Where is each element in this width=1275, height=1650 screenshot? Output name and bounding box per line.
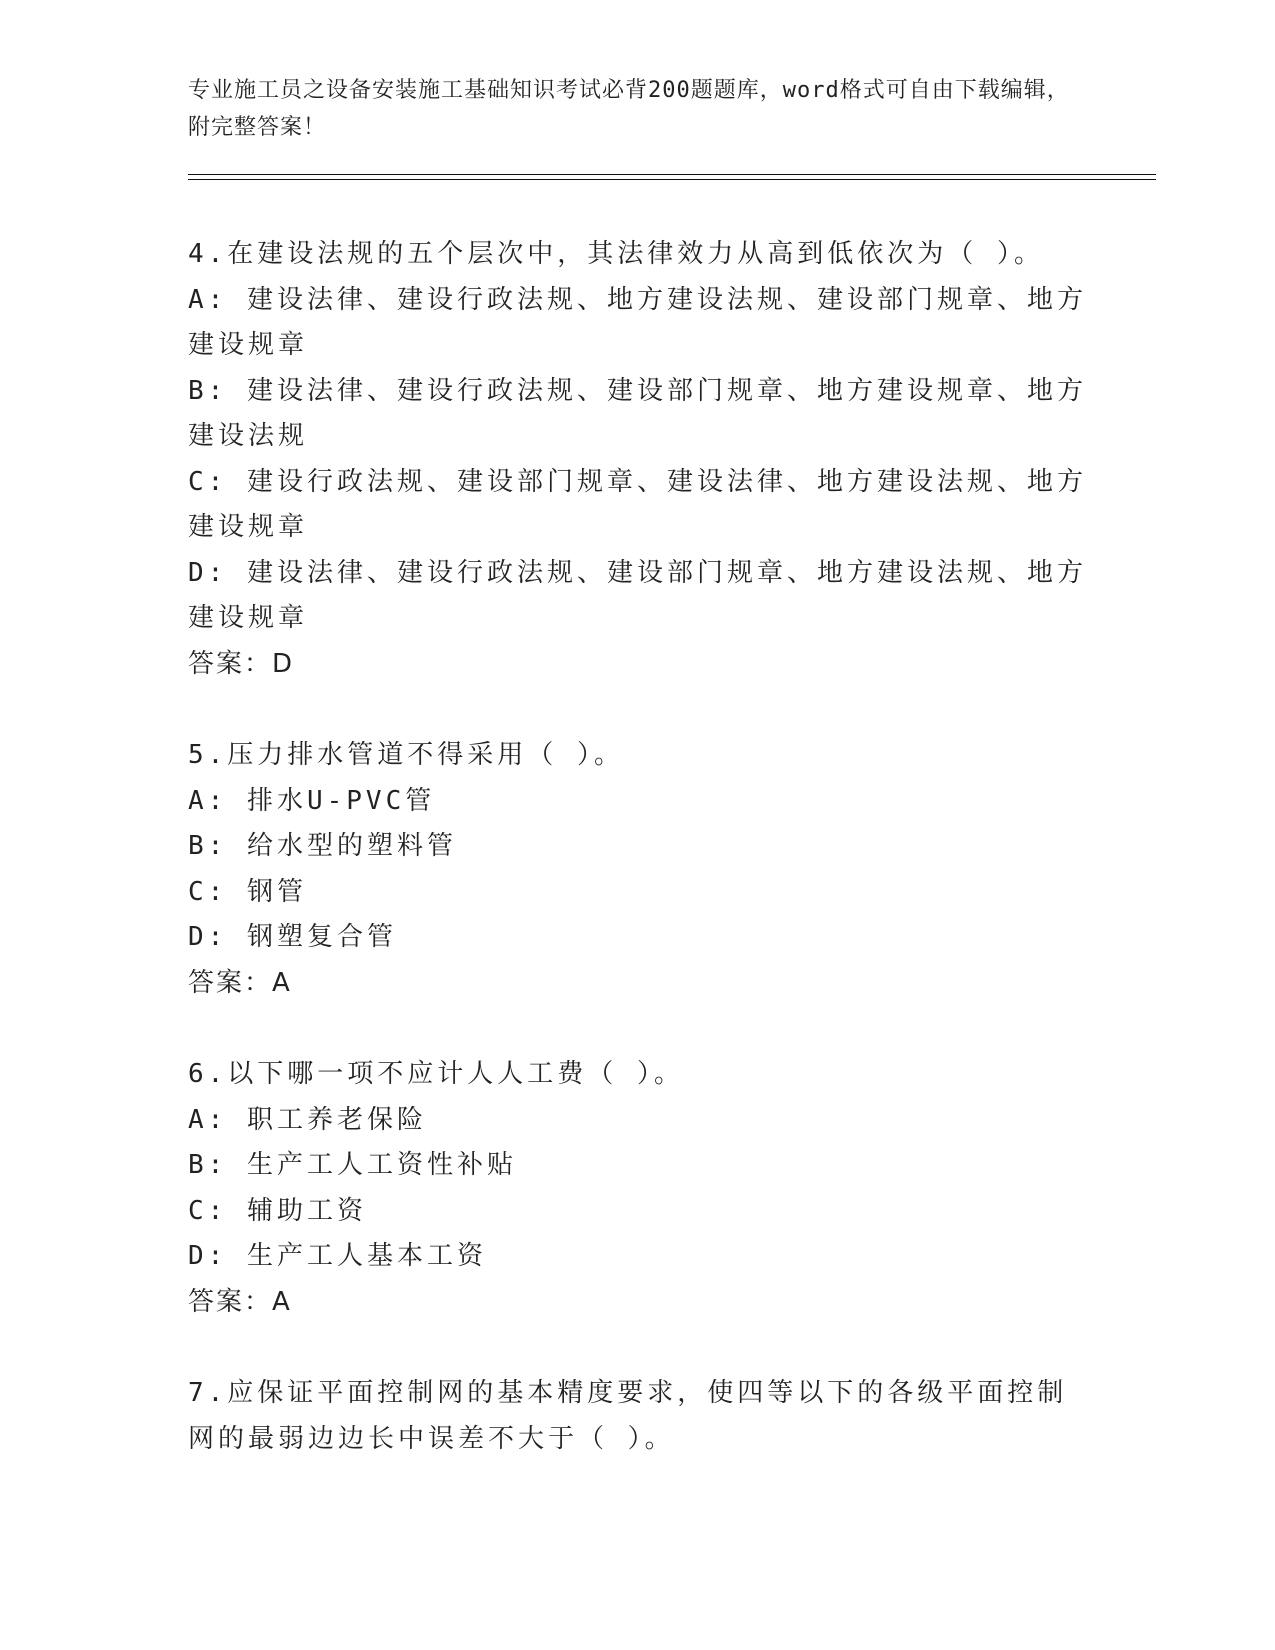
option-a: A: 职工养老保险	[188, 1104, 427, 1135]
option-a: A: 建设法律、建设行政法规、地方建设法规、建设部门规章、地方建设规章	[188, 284, 1087, 360]
document-header: 专业施工员之设备安装施工基础知识考试必背200题题库，word格式可自由下载编辑，附完整答案！	[188, 78, 1070, 140]
answer: 答案：A	[188, 1286, 292, 1317]
question-4	[188, 232, 1088, 687]
option-c: C: 辅助工资	[188, 1195, 367, 1226]
question-stem: 7.应保证平面控制网的基本精度要求，使四等以下的各级平面控制网的最弱边边长中误差不大于（ ）。	[188, 1378, 1068, 1454]
header-rule-top	[188, 174, 1156, 175]
question-list	[188, 232, 1088, 1508]
question-stem: 4.在建设法规的五个层次中，其法律效力从高到低依次为（ ）。	[188, 239, 1044, 269]
question-6	[188, 1052, 1088, 1325]
answer: 答案：A	[188, 967, 292, 998]
option-d: D: 生产工人基本工资	[188, 1241, 487, 1271]
option-c: C: 建设行政法规、建设部门规章、建设法律、地方建设法规、地方建设规章	[188, 466, 1087, 542]
option-b: B: 给水型的塑料管	[188, 831, 457, 861]
option-d: D: 钢塑复合管	[188, 922, 397, 952]
option-b: B: 生产工人工资性补贴	[188, 1150, 517, 1180]
header-rule-bottom	[188, 179, 1156, 180]
question-5	[188, 733, 1088, 1006]
question-stem: 6.以下哪一项不应计人人工费（ ）。	[188, 1059, 684, 1089]
option-d: D: 建设法律、建设行政法规、建设部门规章、地方建设法规、地方建设规章	[188, 557, 1087, 633]
answer: 答案：D	[188, 648, 295, 679]
option-b: B: 建设法律、建设行政法规、建设部门规章、地方建设规章、地方建设法规	[188, 375, 1087, 451]
option-a: A: 排水U-PVC管	[188, 785, 436, 816]
question-stem: 5.压力排水管道不得采用（ ）。	[188, 740, 624, 770]
option-c: C: 钢管	[188, 876, 307, 907]
question-7	[188, 1371, 1088, 1462]
